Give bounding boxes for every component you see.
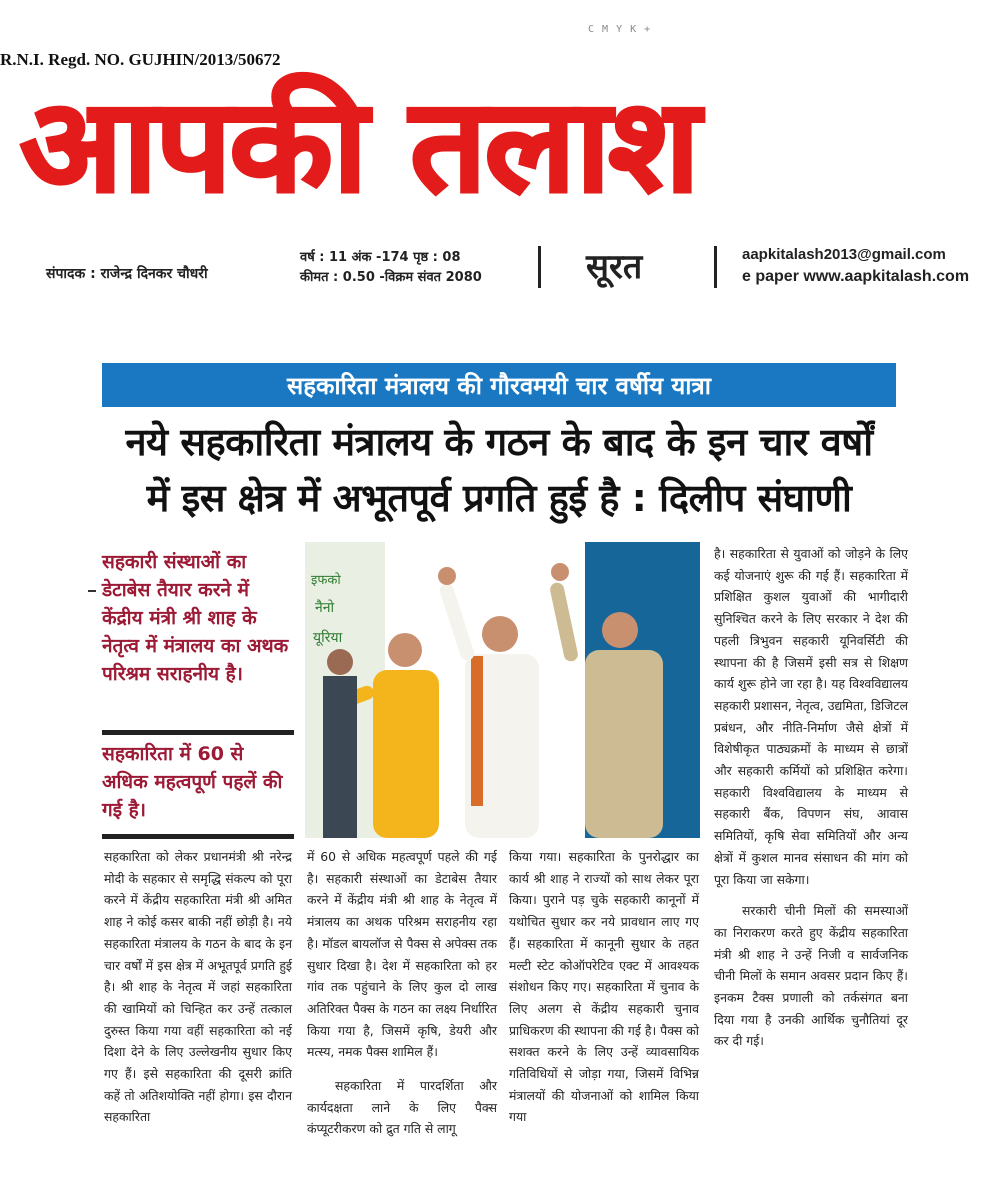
divider-right <box>714 246 717 288</box>
column-2-paragraph-2: सहकारिता में पारदर्शिता और कार्यदक्षता लाने के लिए पैक्स कंप्यूटरीकरण को द्रुत गति से लागू <box>307 1078 497 1137</box>
article-column-3: किया गया। सहकारिता के पुनरोद्धार का कार्य श्री शाह ने राज्यों को साथ लेकर पूरा किया। पुराने पड़ चुके सहकारी कानूनों में यथोचित सुधार कर नये प्रावधान लाए गए हैं। सहकारिता में कानूनी सुधार के तहत मल्टी स्टेट कोऑपरेटिव एक्ट में आवश्यक संशोधन किए गए। सहकारिता में चुनाव के लिए अलग से केंद्रीय सहकारी चुनाव प्राधिकरण की स्थापना की गई है। पैक्स को सशक्त करने के लिए उन्हें व्यावसायिक गतिविधियों से जोड़ा गया, जिसमें विभिन्न मंत्रालयों की योजनाओं को शामिल किया गया <box>509 849 699 1125</box>
registration-number: R.N.I. Regd. NO. GUJHIN/2013/50672 <box>0 50 281 69</box>
column-4-paragraph-1: है। सहकारिता से युवाओं को जोड़ने के लिए कई योजनाएं शुरू की गई हैं। सहकारिता में प्रशिक्षित कुशल युवाओं की भागीदारी सुनिश्चित करने के लिए सरकार ने देश की पहली त्रिभुवन सहकारी यूनिवर्सिटी की स्थापना की है जिसमें इसी सत्र से शिक्षण कार्य शुरू होने जा रहा है। यह विश्वविद्यालय सहकारी प्रशासन, नेतृत्व, उद्यमिता, डिजिटल प्रबंधन, और नीति-निर्माण जैसे क्षेत्रों में विशेषीकृत पाठ्यक्रमों के माध्यम से छात्रों और सहकारी कर्मियों को प्रशिक्षित करेगा। सहकारी विश्वविद्यालय के माध्यम से सहकारी बैंक, विपणन संघ, आवास समितियों, कृषि सेवा समितियों और अन्य क्षेत्रों में कुशल मानव संसाधन की मांग को पूरा किया जा सकेगा। <box>714 546 908 887</box>
banner-text: सहकारिता मंत्रालय की गौरवमयी चार वर्षीय यात्रा <box>287 371 711 400</box>
contact-info <box>742 244 969 288</box>
svg-text:यूरिया: यूरिया <box>313 630 343 646</box>
margin-mark <box>88 590 96 592</box>
headline-line-2: में इस क्षेत्र में अभूतपूर्व प्रगति हुई है : दिलीप संघाणी <box>146 476 852 520</box>
pull-quote-divider <box>102 730 294 735</box>
article-photo <box>305 542 700 838</box>
article-column-2 <box>307 846 497 1140</box>
article-kicker-banner <box>102 363 896 407</box>
headline-line-1: नये सहकारिता मंत्रालय के गठन के बाद के इन चार वर्षों <box>125 420 873 464</box>
divider-left <box>538 246 541 288</box>
column-2-paragraph-1: में 60 से अधिक महत्वपूर्ण पहले की गई है। सहकारी संस्थाओं का डेटाबेस तैयार करने में केंद्रीय मंत्री श्री शाह के नेतृत्व में मंत्रालय का अथक परिश्रम सराहनीय रहा है। मॉडल बायलॉज से पैक्स से अपेक्स तक सुधार दिखा है। देश में सहकारिता को हर गांव तक पहुंचाने के लिए कुल दो लाख अतिरिक्त पैक्स के गठन का लक्ष्य निर्धारित किया गया है, जिसमें कृषि, डेयरी और मत्स्य, नमक पैक्स शामिल हैं। <box>307 849 497 1060</box>
contact-email[interactable]: aapkitalash2013@gmail.com <box>742 246 946 263</box>
print-registration-marks: C M Y K + <box>588 24 652 35</box>
issue-price: कीमत : 0.50 -विक्रम संवत 2080 <box>300 270 482 285</box>
editor-credit: संपादक : राजेन्द्र दिनकर चौधरी <box>46 266 208 282</box>
article-headline <box>102 414 896 526</box>
photo-backdrop-text: नैनो <box>315 600 335 616</box>
newspaper-masthead: आपकी तलाश <box>20 72 698 221</box>
edition-city: सूरत <box>586 247 643 287</box>
pull-quote-1: सहकारी संस्थाओं का डेटाबेस तैयार करने में केंद्रीय मंत्री श्री शाह के नेतृत्व में मंत्रालय का अथक परिश्रम सराहनीय है। <box>102 551 289 685</box>
pull-quote-2: सहकारिता में 60 से अधिक महत्वपूर्ण पहलें की गई है। <box>102 743 283 821</box>
issue-info <box>300 248 482 288</box>
svg-text:इफको: इफको <box>311 573 341 588</box>
issue-volume: वर्ष : 11 अंक -174 पृष्ठ : 08 <box>300 250 461 265</box>
leaders-waving-photo <box>305 542 700 838</box>
contact-website[interactable]: e paper www.aapkitalash.com <box>742 268 970 285</box>
pull-quote-bottom-rule <box>102 834 294 839</box>
article-column-1: सहकारिता को लेकर प्रधानमंत्री श्री नरेन्द्र मोदी के सहकार से समृद्धि संकल्प को पूरा करने में केंद्रीय सहकारिता मंत्री श्री अमित शाह ने कोई कसर बाकी नहीं छोड़ी है। नये सहकारिता मंत्रालय के गठन के बाद के इन चार वर्षों में इस क्षेत्र में अभूतपूर्व प्रगति हुई है। श्री शाह के नेतृत्व में जहां सहकारिता की खामियों को चिन्हित कर उन्हें तत्काल दुरुस्त किया गया वहीं सहकारिता को नई दिशा देने के लिए उल्लेखनीय सुधार किए गए हैं। इसे सहकारिता की दूसरी क्रांति कहें तो अतिशयोक्ति नहीं होगा। इस दौरान सहकारिता <box>104 849 292 1125</box>
article-column-4 <box>714 543 908 1052</box>
column-4-paragraph-2: सरकारी चीनी मिलों की समस्याओं का निराकरण करते हुए केंद्रीय सहकारिता मंत्री श्री शाह ने उन्हें निजी व सार्वजनिक चीनी मिलों के समान अवसर प्रदान किए हैं। इनकम टैक्स प्रणाली को तर्कसंगत बना दिया गया है उनकी आर्थिक चुनौतियां दूर कर दी गई। <box>714 903 908 1049</box>
